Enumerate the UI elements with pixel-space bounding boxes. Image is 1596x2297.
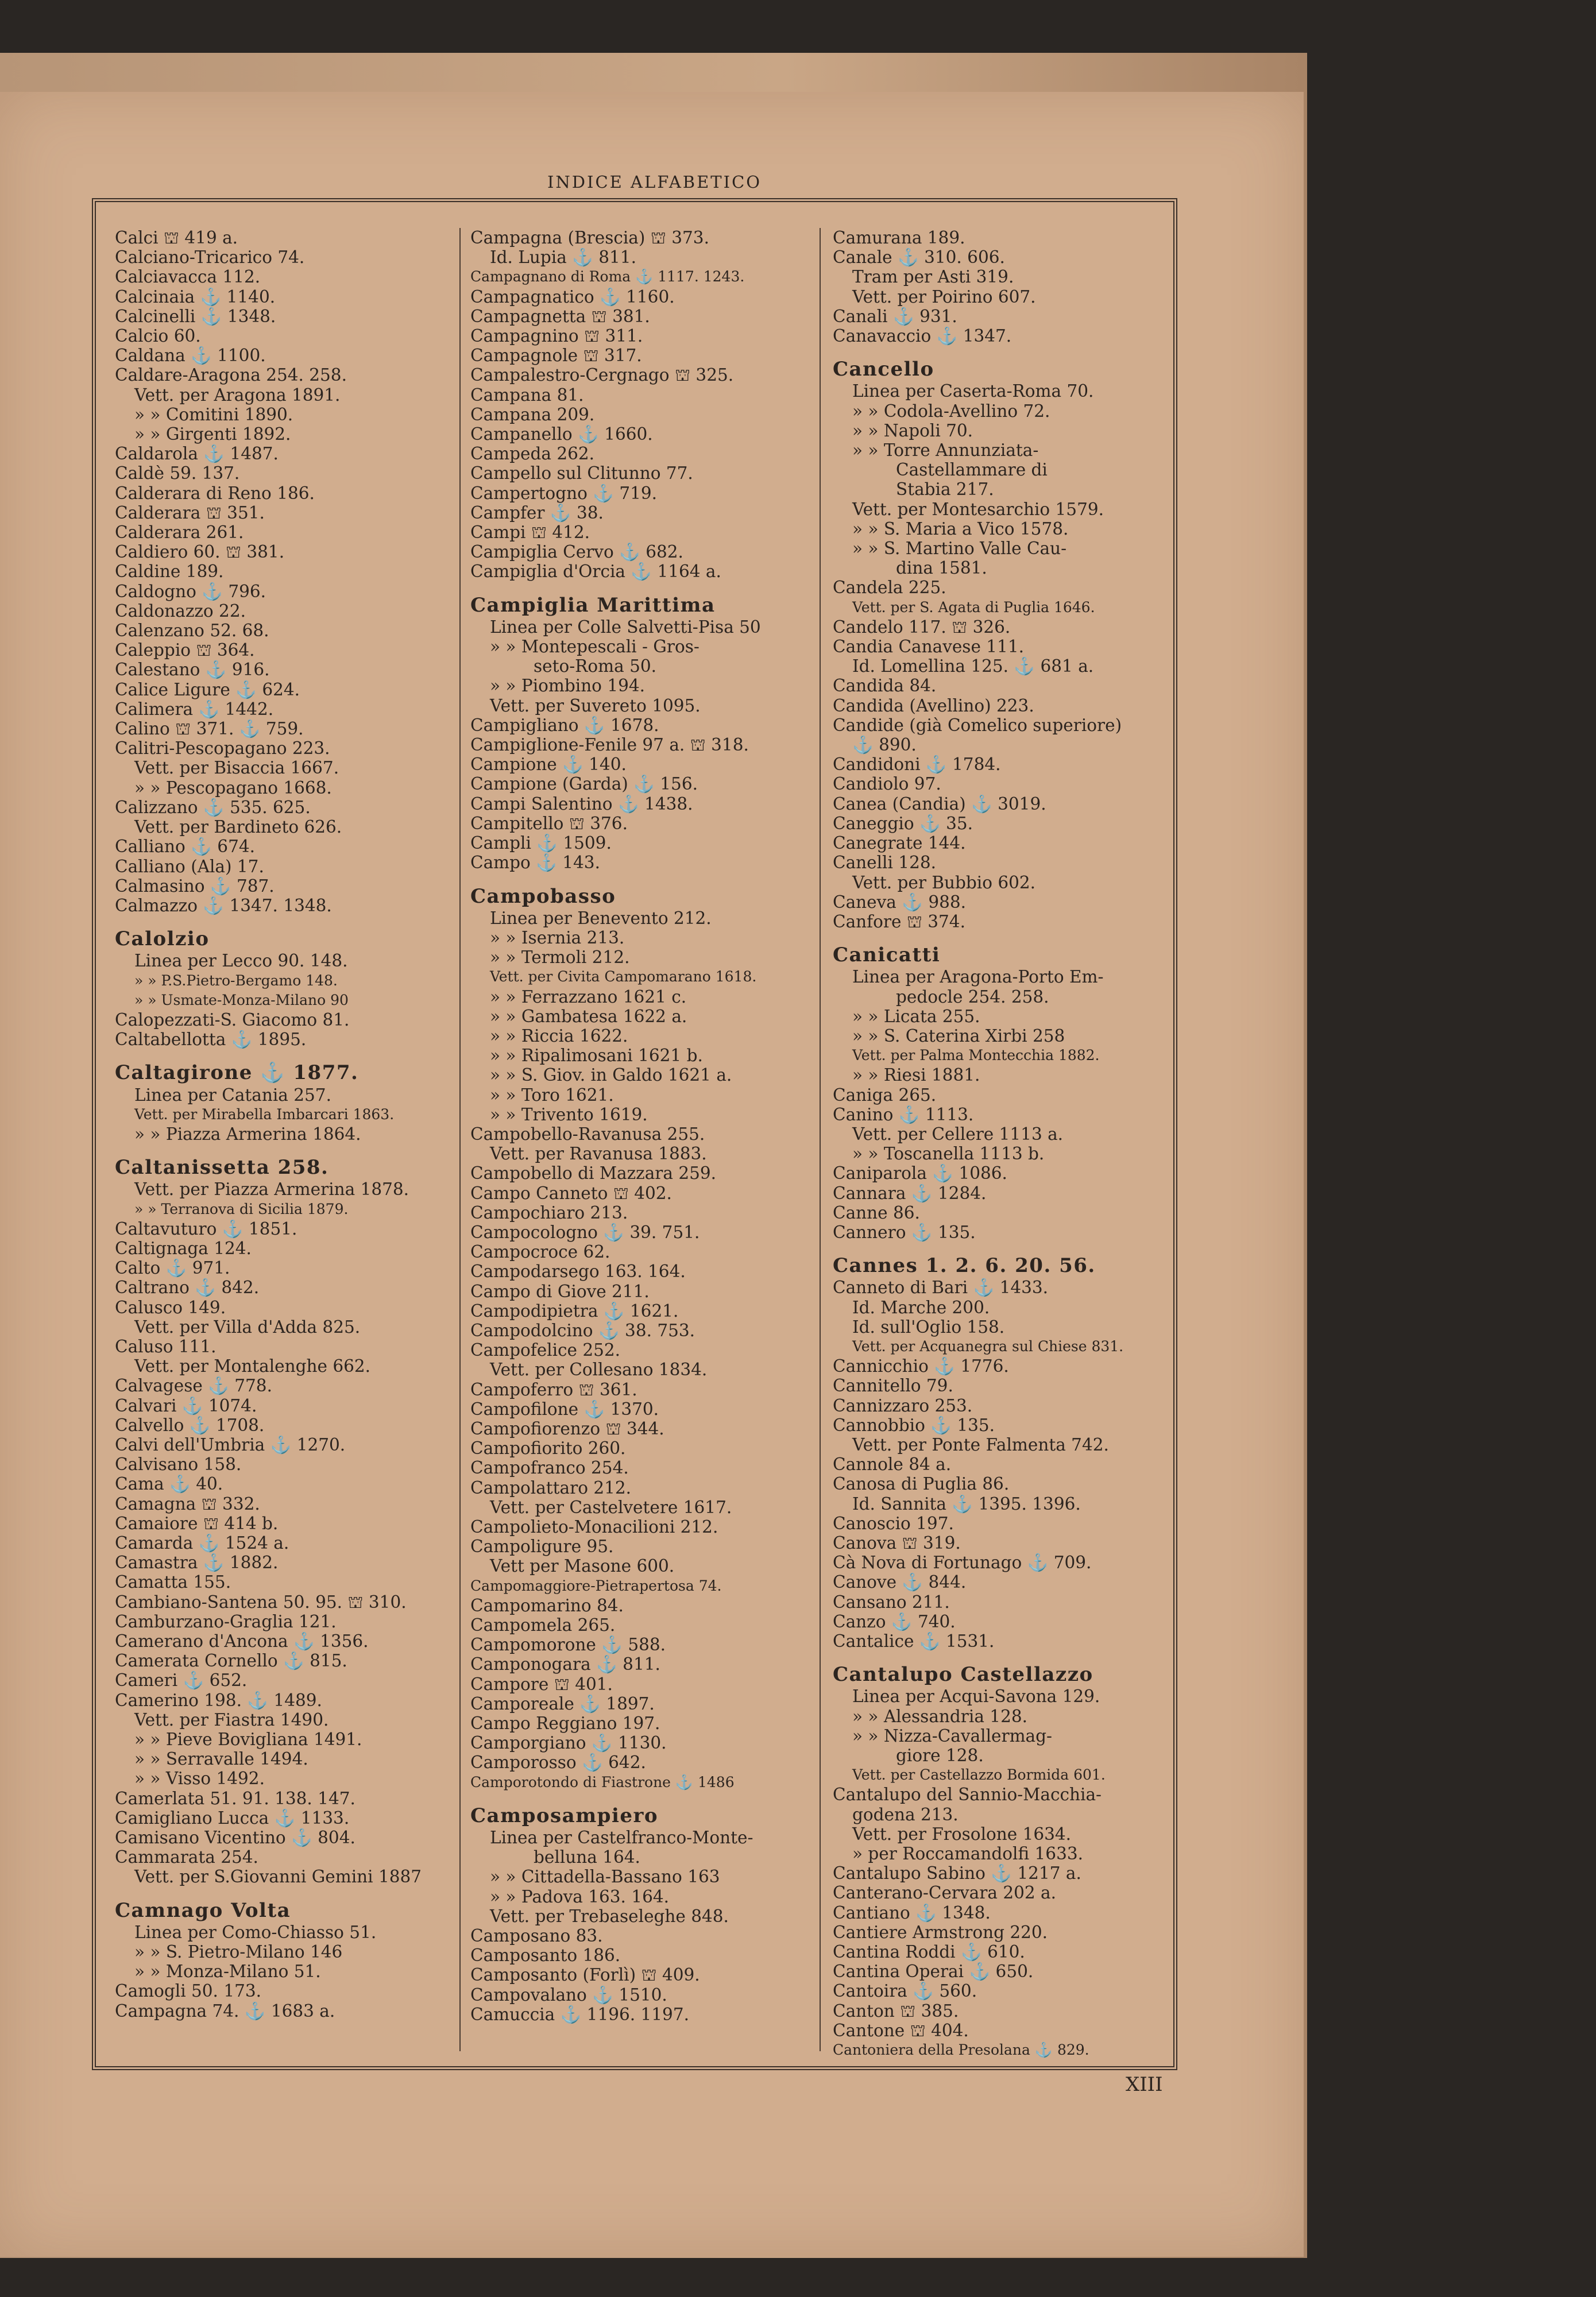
index-entry: Campofiorenzo ⛫ 344. xyxy=(470,1418,664,1438)
index-entry: Campfer ⚓ 38. xyxy=(470,502,604,523)
index-entry: Calvisano 158. xyxy=(115,1455,242,1475)
index-heading: Cancello xyxy=(833,358,934,381)
index-entry: Calderara ⛫ 351. xyxy=(115,502,265,523)
index-entry: » » Piombino 194. xyxy=(490,676,646,696)
index-entry: Cantiano ⚓ 1348. xyxy=(833,1902,991,1923)
index-entry: Camporotondo di Fiastrone ⚓ 1486 xyxy=(470,1773,735,1791)
index-entry: Vett. per Cellere 1113 a. xyxy=(852,1124,1064,1144)
index-entry: Canino ⚓ 1113. xyxy=(833,1104,974,1124)
index-entry: Canove ⚓ 844. xyxy=(833,1572,967,1592)
index-entry: Campanello ⚓ 1660. xyxy=(470,424,653,444)
index-entry: » » Monza-Milano 51. xyxy=(134,1962,321,1982)
index-entry: Cannero ⚓ 135. xyxy=(833,1222,976,1242)
index-entry: » » Toscanella 1113 b. xyxy=(852,1144,1045,1164)
index-entry: Canosa di Puglia 86. xyxy=(833,1474,1010,1494)
index-entry: Caniparola ⚓ 1086. xyxy=(833,1163,1007,1184)
index-entry: Calizzano ⚓ 535. 625. xyxy=(115,797,311,817)
index-entry: Campo di Giove 211. xyxy=(470,1281,650,1301)
index-entry: » » Terranova di Sicilia 1879. xyxy=(134,1200,349,1217)
index-entry: Calliano ⚓ 674. xyxy=(115,837,255,857)
index-entry: Campagnole ⛫ 317. xyxy=(470,346,642,366)
index-entry: Canterano-Cervara 202 a. xyxy=(833,1883,1056,1903)
index-entry: Caltignaga 124. xyxy=(115,1238,252,1258)
index-entry: Candela 225. xyxy=(833,578,946,598)
index-entry: Caluso 111. xyxy=(115,1336,217,1356)
index-entry: Calvi dell'Umbria ⚓ 1270. xyxy=(115,1434,346,1455)
index-entry: Cambiano-Santena 50. 95. ⛫ 310. xyxy=(115,1592,407,1612)
index-entry: Vett. per Poirino 607. xyxy=(852,287,1036,307)
index-entry: Calliano (Ala) 17. xyxy=(115,856,264,876)
index-entry: Campagnano di Roma ⚓ 1117. 1243. xyxy=(470,268,745,285)
index-entry: Campodipietra ⚓ 1621. xyxy=(470,1301,679,1321)
index-entry: Calciavacca 112. xyxy=(115,267,261,287)
index-entry: Vett. per Bubbio 602. xyxy=(852,872,1036,892)
index-entry: Campomela 265. xyxy=(470,1615,616,1635)
index-entry: pedocle 254. 258. xyxy=(896,987,1049,1007)
index-entry: » » S. Giov. in Galdo 1621 a. xyxy=(490,1065,732,1085)
index-entry: Canale ⚓ 310. 606. xyxy=(833,248,1005,268)
index-heading: Camnago Volta xyxy=(115,1898,291,1922)
index-entry: Campofiorito 260. xyxy=(470,1438,626,1459)
index-entry: Cantoira ⚓ 560. xyxy=(833,1981,977,2001)
index-entry: Candida (Avellino) 223. xyxy=(833,695,1034,716)
index-entry: Cantoniera della Presolana ⚓ 829. xyxy=(833,2041,1089,2059)
index-entry: Linea per Benevento 212. xyxy=(490,908,712,928)
index-entry: Cantalupo Sabino ⚓ 1217 a. xyxy=(833,1863,1081,1884)
index-entry: Campana 81. xyxy=(470,385,584,405)
index-entry: » » Pescopagano 1668. xyxy=(134,778,332,798)
index-entry: Vett. per Ravanusa 1883. xyxy=(490,1144,707,1164)
index-entry: » » Nizza-Cavallermag- xyxy=(852,1726,1052,1746)
index-entry: Candide (già Comelico superiore) xyxy=(833,715,1122,735)
index-entry: Cansano 211. xyxy=(833,1592,950,1612)
index-entry: Vett. per Civita Campomarano 1618. xyxy=(490,968,757,985)
index-entry: » » Codola-Avellino 72. xyxy=(852,401,1050,421)
index-entry: Linea per Colle Salvetti-Pisa 50 xyxy=(490,617,761,637)
index-entry: Camatta 155. xyxy=(115,1572,231,1592)
index-heading: Canicatti xyxy=(833,943,941,967)
index-entry: Campana 209. xyxy=(470,404,595,424)
index-heading: Cannes 1. 2. 6. 20. 56. xyxy=(833,1254,1096,1278)
index-entry: Camerino 198. ⚓ 1489. xyxy=(115,1690,322,1710)
index-entry: » » Alessandria 128. xyxy=(852,1706,1027,1726)
index-entry: Calitri-Pescopagano 223. xyxy=(115,738,330,759)
index-entry: Caltabellotta ⚓ 1895. xyxy=(115,1030,307,1050)
index-entry: » » Serravalle 1494. xyxy=(134,1749,308,1769)
index-entry: Calestano ⚓ 916. xyxy=(115,660,270,680)
index-entry: Vett. per Castellazzo Bormida 601. xyxy=(852,1766,1106,1784)
index-entry: » » Visso 1492. xyxy=(134,1769,265,1789)
index-entry: Campoferro ⛫ 361. xyxy=(470,1379,637,1399)
index-entry: » » S. Maria a Vico 1578. xyxy=(852,519,1069,539)
index-entry: Campeda 262. xyxy=(470,444,595,464)
index-entry: Campodarsego 163. 164. xyxy=(470,1262,686,1282)
index-entry: Campigliano ⚓ 1678. xyxy=(470,715,659,735)
index-entry: Camerano d'Ancona ⚓ 1356. xyxy=(115,1631,369,1652)
index-entry: Caniga 265. xyxy=(833,1085,937,1105)
index-entry: Campolieto-Monacilioni 212. xyxy=(470,1517,718,1537)
index-entry: Id. Lupia ⚓ 811. xyxy=(490,248,636,268)
index-entry: Calenzano 52. 68. xyxy=(115,621,269,641)
index-entry: Cantina Roddi ⚓ 610. xyxy=(833,1942,1025,1962)
index-entry: Camarda ⚓ 1524 a. xyxy=(115,1533,289,1553)
index-entry: Campagna (Brescia) ⛫ 373. xyxy=(470,228,709,248)
index-column-3 xyxy=(833,228,1183,2059)
index-entry: Campione ⚓ 140. xyxy=(470,755,627,775)
index-entry: Stabia 217. xyxy=(896,479,994,500)
index-entry: Id. Lomellina 125. ⚓ 681 a. xyxy=(852,656,1094,676)
index-entry: » » Ferrazzano 1621 c. xyxy=(490,987,687,1007)
index-entry: » » S. Caterina Xirbi 258 xyxy=(852,1026,1065,1046)
index-entry: Campo ⚓ 143. xyxy=(470,853,600,873)
index-entry: Calopezzati-S. Giacomo 81. xyxy=(115,1010,350,1030)
index-entry: Campofelice 252. xyxy=(470,1340,621,1360)
index-entry: Caldana ⚓ 1100. xyxy=(115,346,266,366)
index-entry: Campiglia d'Orcia ⚓ 1164 a. xyxy=(470,562,721,582)
index-entry: Candiolo 97. xyxy=(833,774,941,794)
index-entry: Canoscio 197. xyxy=(833,1513,954,1533)
index-entry: Linea per Castelfranco-Monte- xyxy=(490,1828,753,1848)
index-entry: Vett. per S.Giovanni Gemini 1887 xyxy=(134,1867,422,1887)
index-entry: Campione (Garda) ⚓ 156. xyxy=(470,774,698,794)
index-entry: Camposanto (Forlì) ⛫ 409. xyxy=(470,1965,700,1985)
index-entry: Caldogno ⚓ 796. xyxy=(115,581,266,601)
index-entry: Linea per Acqui-Savona 129. xyxy=(852,1687,1100,1707)
index-entry: godena 213. xyxy=(852,1804,959,1824)
index-entry: Calcio 60. xyxy=(115,326,201,346)
index-entry: Calino ⛫ 371. ⚓ 759. xyxy=(115,719,304,739)
index-entry: Cannole 84 a. xyxy=(833,1455,952,1475)
index-entry: Caldonazzo 22. xyxy=(115,601,246,621)
index-entry: Cama ⚓ 40. xyxy=(115,1474,223,1494)
index-entry: Linea per Lecco 90. 148. xyxy=(134,951,348,971)
page-number: XIII xyxy=(1126,2073,1163,2096)
index-entry: Calto ⚓ 971. xyxy=(115,1258,230,1278)
index-entry: Campli ⚓ 1509. xyxy=(470,833,612,853)
index-entry: Cannitello 79. xyxy=(833,1376,953,1396)
index-entry: » » P.S.Pietro-Bergamo 148. xyxy=(134,972,338,989)
index-entry: Canneto di Bari ⚓ 1433. xyxy=(833,1278,1049,1298)
index-entry: Caldarola ⚓ 1487. xyxy=(115,444,279,464)
index-entry: Calvari ⚓ 1074. xyxy=(115,1395,257,1416)
index-entry: Camuccia ⚓ 1196. 1197. xyxy=(470,2004,689,2024)
index-entry: Camogli 50. 173. xyxy=(115,1981,261,2001)
index-entry: Calvello ⚓ 1708. xyxy=(115,1415,265,1435)
index-entry: Vett. per Collesano 1834. xyxy=(490,1360,708,1380)
index-entry: Campolattaro 212. xyxy=(470,1478,632,1498)
index-entry: » » Padova 163. 164. xyxy=(490,1886,669,1907)
index-entry: Canton ⛫ 385. xyxy=(833,2001,959,2021)
index-entry: Camastra ⚓ 1882. xyxy=(115,1553,279,1573)
index-entry: Campodolcino ⚓ 38. 753. xyxy=(470,1320,695,1340)
index-entry: Campomarino 84. xyxy=(470,1595,624,1615)
index-entry: Canfore ⛫ 374. xyxy=(833,911,965,931)
index-entry: Cantone ⛫ 404. xyxy=(833,2020,969,2040)
index-entry: Vett per Masone 600. xyxy=(490,1556,675,1576)
index-entry: Caneggio ⚓ 35. xyxy=(833,813,973,833)
index-entry: » » S. Martino Valle Cau- xyxy=(852,539,1067,559)
index-entry: Linea per Catania 257. xyxy=(134,1085,331,1105)
index-entry: Candelo 117. ⛫ 326. xyxy=(833,617,1011,637)
index-entry: Candidoni ⚓ 1784. xyxy=(833,755,1001,775)
index-entry: Campo Reggiano 197. xyxy=(470,1714,660,1734)
index-entry: Calvagese ⚓ 778. xyxy=(115,1376,272,1396)
index-entry: Camporgiano ⚓ 1130. xyxy=(470,1733,667,1753)
index-entry: Vett. per Montalenghe 662. xyxy=(134,1356,371,1376)
index-entry: Calderara 261. xyxy=(115,523,244,543)
index-entry: Vett. per Trebaseleghe 848. xyxy=(490,1906,729,1926)
index-entry: Vett. per Fiastra 1490. xyxy=(134,1710,329,1730)
index-entry: Candida 84. xyxy=(833,676,937,696)
index-entry: Canne 86. xyxy=(833,1202,920,1223)
index-entry: Canelli 128. xyxy=(833,853,936,873)
index-heading: Campiglia Marittima xyxy=(470,593,716,617)
index-entry: Vett. per Bardineto 626. xyxy=(134,817,342,837)
index-entry: ⚓ 890. xyxy=(852,735,917,755)
index-entry: Vett. per Suvereto 1095. xyxy=(490,695,701,716)
index-entry: dina 1581. xyxy=(896,558,987,578)
index-entry: Vett. per Piazza Armerina 1878. xyxy=(134,1180,409,1200)
index-entry: Vett. per Acquanegra sul Chiese 831. xyxy=(852,1337,1124,1355)
index-entry: Cannizzaro 253. xyxy=(833,1395,973,1416)
index-entry: Campagnatico ⚓ 1160. xyxy=(470,287,675,307)
index-entry: Campomorone ⚓ 588. xyxy=(470,1635,666,1655)
index-entry: » » Isernia 213. xyxy=(490,927,625,948)
index-entry: Calmasino ⚓ 787. xyxy=(115,876,275,896)
index-entry: Calice Ligure ⚓ 624. xyxy=(115,679,300,699)
index-heading: Campobasso xyxy=(470,884,616,908)
index-entry: Canegrate 144. xyxy=(833,833,966,853)
index-entry: Campo Canneto ⛫ 402. xyxy=(470,1183,672,1203)
index-heading: Caltanissetta 258. xyxy=(115,1156,329,1180)
index-entry: Id. Sannita ⚓ 1395. 1396. xyxy=(852,1494,1081,1514)
index-entry: Campagnino ⛫ 311. xyxy=(470,326,643,346)
index-heading: Camposampiero xyxy=(470,1804,659,1827)
index-entry: Id. Marche 200. xyxy=(852,1297,990,1317)
index-entry: Campello sul Clitunno 77. xyxy=(470,463,693,484)
index-column-2 xyxy=(470,228,821,2048)
index-entry: Camposano 83. xyxy=(470,1926,603,1946)
index-entry: » » Girgenti 1892. xyxy=(134,424,291,444)
index-entry: Vett. per Ponte Falmenta 742. xyxy=(852,1434,1109,1455)
index-entry: Campalestro-Cergnago ⛫ 325. xyxy=(470,365,734,385)
index-entry: » » Trivento 1619. xyxy=(490,1104,648,1124)
index-entry: Campocroce 62. xyxy=(470,1242,610,1262)
index-entry: Canzo ⚓ 740. xyxy=(833,1611,956,1631)
index-entry: Cammarata 254. xyxy=(115,1847,258,1867)
index-entry: » » Termoli 212. xyxy=(490,948,630,968)
index-entry: Linea per Aragona-Porto Em- xyxy=(852,967,1104,987)
index-entry: Caldare-Aragona 254. 258. xyxy=(115,365,347,385)
index-entry: Campofilone ⚓ 1370. xyxy=(470,1399,659,1419)
index-entry: Calimera ⚓ 1442. xyxy=(115,699,274,719)
index-entry: Campore ⛫ 401. xyxy=(470,1674,613,1694)
index-heading: Calolzio xyxy=(115,927,210,951)
index-entry: Vett. per S. Agata di Puglia 1646. xyxy=(852,598,1095,616)
index-entry: Camisano Vicentino ⚓ 804. xyxy=(115,1828,355,1848)
index-entry: Calderara di Reno 186. xyxy=(115,483,315,503)
index-entry: Canali ⚓ 931. xyxy=(833,306,957,326)
index-entry: Linea per Como-Chiasso 51. xyxy=(134,1922,377,1942)
index-entry: Campiglione-Fenile 97 a. ⛫ 318. xyxy=(470,735,749,755)
index-entry: Caltavuturo ⚓ 1851. xyxy=(115,1219,297,1239)
index-entry: Campi Salentino ⚓ 1438. xyxy=(470,794,693,814)
index-entry: » » Torre Annunziata- xyxy=(852,440,1039,461)
index-entry: » » Gambatesa 1622 a. xyxy=(490,1006,687,1026)
index-entry: Candia Canavese 111. xyxy=(833,637,1024,657)
index-entry: Campomaggiore-Pietrapertosa 74. xyxy=(470,1577,722,1594)
index-entry: Campiglia Cervo ⚓ 682. xyxy=(470,542,683,562)
index-entry: Canavaccio ⚓ 1347. xyxy=(833,326,1012,346)
index-entry: » » Ripalimosani 1621 b. xyxy=(490,1046,703,1066)
index-entry: Campochiaro 213. xyxy=(470,1202,628,1223)
index-entry: » » Riesi 1881. xyxy=(852,1065,980,1085)
index-entry: Camaiore ⛫ 414 b. xyxy=(115,1513,279,1533)
index-entry: Vett. per Montesarchio 1579. xyxy=(852,499,1104,519)
page-title: INDICE ALFABETICO xyxy=(547,172,762,192)
index-entry: Campobello di Mazzara 259. xyxy=(470,1163,717,1184)
index-entry: Vett. per Palma Montecchia 1882. xyxy=(852,1047,1100,1064)
index-entry: Camporeale ⚓ 1897. xyxy=(470,1693,655,1714)
index-entry: Cannobbio ⚓ 135. xyxy=(833,1415,995,1435)
index-entry: Cà Nova di Fortunago ⚓ 709. xyxy=(833,1553,1092,1573)
index-entry: Camerata Cornello ⚓ 815. xyxy=(115,1651,347,1671)
index-entry: Campocologno ⚓ 39. 751. xyxy=(470,1222,700,1242)
index-entry: » » Pieve Bovigliana 1491. xyxy=(134,1730,362,1750)
index-entry: » per Roccamandolfi 1633. xyxy=(852,1844,1083,1864)
index-entry: Id. sull'Oglio 158. xyxy=(852,1317,1005,1337)
index-entry: Linea per Caserta-Roma 70. xyxy=(852,381,1094,401)
index-entry: Vett. per Castelvetere 1617. xyxy=(490,1497,732,1517)
index-entry: Vett. per Bisaccia 1667. xyxy=(134,758,339,778)
index-entry: Caldiero 60. ⛫ 381. xyxy=(115,542,285,562)
index-entry: » » Piazza Armerina 1864. xyxy=(134,1124,361,1144)
index-entry: Campitello ⛫ 376. xyxy=(470,813,628,833)
index-entry: Vett. per Mirabella Imbarcari 1863. xyxy=(134,1105,395,1123)
index-entry: Cannara ⚓ 1284. xyxy=(833,1183,987,1203)
index-entry: » » Cittadella-Bassano 163 xyxy=(490,1867,720,1887)
index-entry: Calciano-Tricarico 74. xyxy=(115,248,305,268)
index-entry: Campobello-Ravanusa 255. xyxy=(470,1124,705,1144)
index-entry: Vett. per Villa d'Adda 825. xyxy=(134,1317,361,1337)
index-entry: Campofranco 254. xyxy=(470,1458,629,1478)
index-entry: Calmazzo ⚓ 1347. 1348. xyxy=(115,895,332,915)
index-entry: Campagna 74. ⚓ 1683 a. xyxy=(115,2001,335,2021)
index-entry: Tram per Asti 319. xyxy=(852,267,1014,287)
index-entry: » » Usmate-Monza-Milano 90 xyxy=(134,991,349,1008)
index-entry: Canova ⛫ 319. xyxy=(833,1533,961,1553)
index-entry: Caldine 189. xyxy=(115,562,224,582)
index-entry: Cannicchio ⚓ 1776. xyxy=(833,1356,1009,1376)
index-entry: Caleppio ⛫ 364. xyxy=(115,640,255,660)
index-entry: Caldè 59. 137. xyxy=(115,463,240,484)
index-entry: Camurana 189. xyxy=(833,228,965,248)
index-entry: Camponogara ⚓ 811. xyxy=(470,1654,660,1675)
index-entry: Campi ⛫ 412. xyxy=(470,523,590,543)
index-entry: Camposanto 186. xyxy=(470,1946,621,1966)
index-entry: Canea (Candia) ⚓ 3019. xyxy=(833,794,1046,814)
index-column-1 xyxy=(115,228,465,2048)
index-entry: Campagnetta ⛫ 381. xyxy=(470,306,650,326)
index-entry: seto-Roma 50. xyxy=(534,656,657,676)
index-entry: » » Comitini 1890. xyxy=(134,404,293,424)
index-entry: Calcinelli ⚓ 1348. xyxy=(115,306,276,326)
index-entry: » » Riccia 1622. xyxy=(490,1026,628,1046)
index-entry: » » Napoli 70. xyxy=(852,420,973,440)
index-entry: Vett. per Aragona 1891. xyxy=(134,385,341,405)
index-entry: Caneva ⚓ 988. xyxy=(833,892,967,912)
index-entry: Campoligure 95. xyxy=(470,1537,614,1557)
index-entry: » » Licata 255. xyxy=(852,1006,980,1026)
index-entry: Castellammare di xyxy=(896,460,1048,480)
index-entry: Camporosso ⚓ 642. xyxy=(470,1753,646,1773)
index-entry: Calcinaia ⚓ 1140. xyxy=(115,287,276,307)
index-entry: Campovalano ⚓ 1510. xyxy=(470,1985,667,2005)
index-entry: Vett. per Frosolone 1634. xyxy=(852,1824,1072,1844)
index-entry: Calusco 149. xyxy=(115,1297,226,1317)
index-entry: giore 128. xyxy=(896,1746,984,1766)
index-heading: Caltagirone ⚓ 1877. xyxy=(115,1061,359,1085)
index-entry: Cantina Operai ⚓ 650. xyxy=(833,1962,1034,1982)
index-entry: Camburzano-Graglia 121. xyxy=(115,1611,337,1631)
index-entry: Cameri ⚓ 652. xyxy=(115,1670,248,1691)
index-entry: Camerlata 51. 91. 138. 147. xyxy=(115,1788,355,1808)
index-entry: Cantalice ⚓ 1531. xyxy=(833,1631,995,1652)
index-entry: Camagna ⛫ 332. xyxy=(115,1494,260,1514)
index-entry: » » S. Pietro-Milano 146 xyxy=(134,1942,343,1962)
index-entry: Camigliano Lucca ⚓ 1133. xyxy=(115,1808,350,1828)
index-entry: Cantalupo del Sannio-Macchia- xyxy=(833,1785,1102,1805)
index-entry: Campertogno ⚓ 719. xyxy=(470,483,658,503)
index-entry: Caltrano ⚓ 842. xyxy=(115,1278,260,1298)
index-entry: belluna 164. xyxy=(534,1847,640,1867)
index-entry: Calci ⛫ 419 a. xyxy=(115,228,238,248)
index-heading: Cantalupo Castellazzo xyxy=(833,1663,1093,1687)
index-entry: » » Toro 1621. xyxy=(490,1085,614,1105)
index-entry: » » Montepescali - Gros- xyxy=(490,637,700,657)
index-entry: Cantiere Armstrong 220. xyxy=(833,1922,1048,1942)
